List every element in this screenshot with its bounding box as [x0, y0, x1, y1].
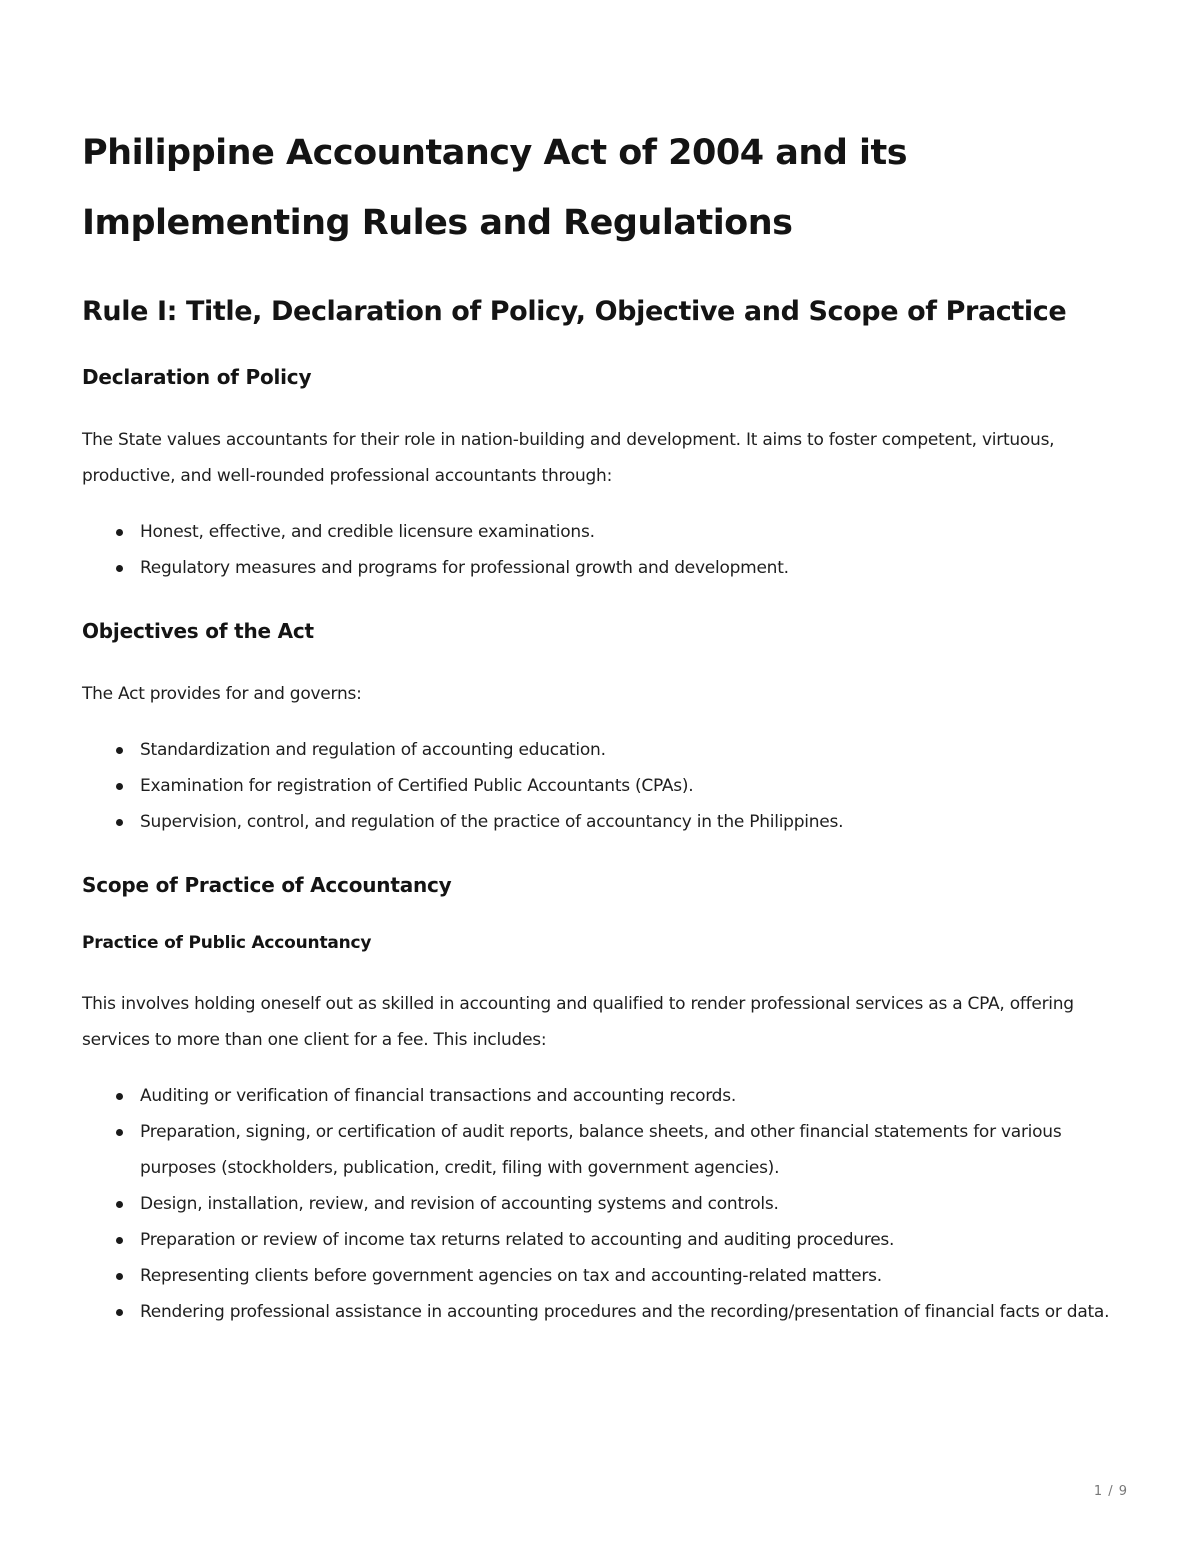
list-item-text: Design, installation, review, and revision of accounting systems and controls. [140, 1194, 779, 1214]
declaration-list [82, 514, 1122, 586]
list-item-text: Preparation or review of income tax returns related to accounting and auditing procedures. [140, 1230, 895, 1250]
document-page [82, 118, 1122, 1330]
list-item [140, 1294, 1122, 1330]
list-item-text: Rendering professional assistance in accounting procedures and the recording/presentation of financial facts or data. [140, 1302, 1110, 1322]
public-accountancy-heading: Practice of Public Accountancy [82, 933, 372, 953]
list-item-text: Honest, effective, and credible licensure examinations. [140, 522, 595, 542]
declaration-heading: Declaration of Policy [82, 365, 312, 389]
objectives-heading: Objectives of the Act [82, 619, 314, 643]
bullet-icon [116, 565, 123, 572]
declaration-intro: The State values accountants for their role in nation-building and development. It aims to foster competent, virtuous, productive, and well-rounded professional accountants through: [82, 430, 1055, 486]
public-accountancy-intro: This involves holding oneself out as skilled in accounting and qualified to render professional services as a CPA, offering services to more than one client for a fee. This includes: [82, 994, 1074, 1050]
document-title: Philippine Accountancy Act of 2004 and its Implementing Rules and Regulations [82, 133, 908, 243]
list-item-text: Auditing or verification of financial transactions and accounting records. [140, 1086, 736, 1106]
bullet-icon [116, 1093, 123, 1100]
list-item [140, 550, 1122, 586]
bullet-icon [116, 529, 123, 536]
list-item [140, 768, 1122, 804]
public-accountancy-list [82, 1078, 1122, 1330]
list-item-text: Examination for registration of Certified Public Accountants (CPAs). [140, 776, 694, 796]
list-item-text: Regulatory measures and programs for professional growth and development. [140, 558, 789, 578]
list-item [140, 1078, 1122, 1114]
objectives-intro: The Act provides for and governs: [82, 684, 362, 704]
list-item [140, 1114, 1122, 1186]
bullet-icon [116, 819, 123, 826]
list-item-text: Supervision, control, and regulation of the practice of accountancy in the Philippines. [140, 812, 844, 832]
list-item [140, 514, 1122, 550]
list-item [140, 804, 1122, 840]
list-item [140, 732, 1122, 768]
bullet-icon [116, 1129, 123, 1136]
scope-heading: Scope of Practice of Accountancy [82, 873, 452, 897]
bullet-icon [116, 1201, 123, 1208]
page-number: 1 / 9 [1093, 1484, 1128, 1499]
list-item [140, 1186, 1122, 1222]
list-item-text: Preparation, signing, or certification of audit reports, balance sheets, and other financial statements for various purposes (stockholders, publication, credit, filing with government agencies). [140, 1122, 1062, 1178]
list-item [140, 1258, 1122, 1294]
bullet-icon [116, 783, 123, 790]
rule-heading: Rule I: Title, Declaration of Policy, Objective and Scope of Practice [82, 296, 1067, 327]
bullet-icon [116, 747, 123, 754]
bullet-icon [116, 1237, 123, 1244]
list-item [140, 1222, 1122, 1258]
bullet-icon [116, 1309, 123, 1316]
list-item-text: Standardization and regulation of accounting education. [140, 740, 606, 760]
bullet-icon [116, 1273, 123, 1280]
objectives-list [82, 732, 1122, 840]
list-item-text: Representing clients before government agencies on tax and accounting-related matters. [140, 1266, 882, 1286]
